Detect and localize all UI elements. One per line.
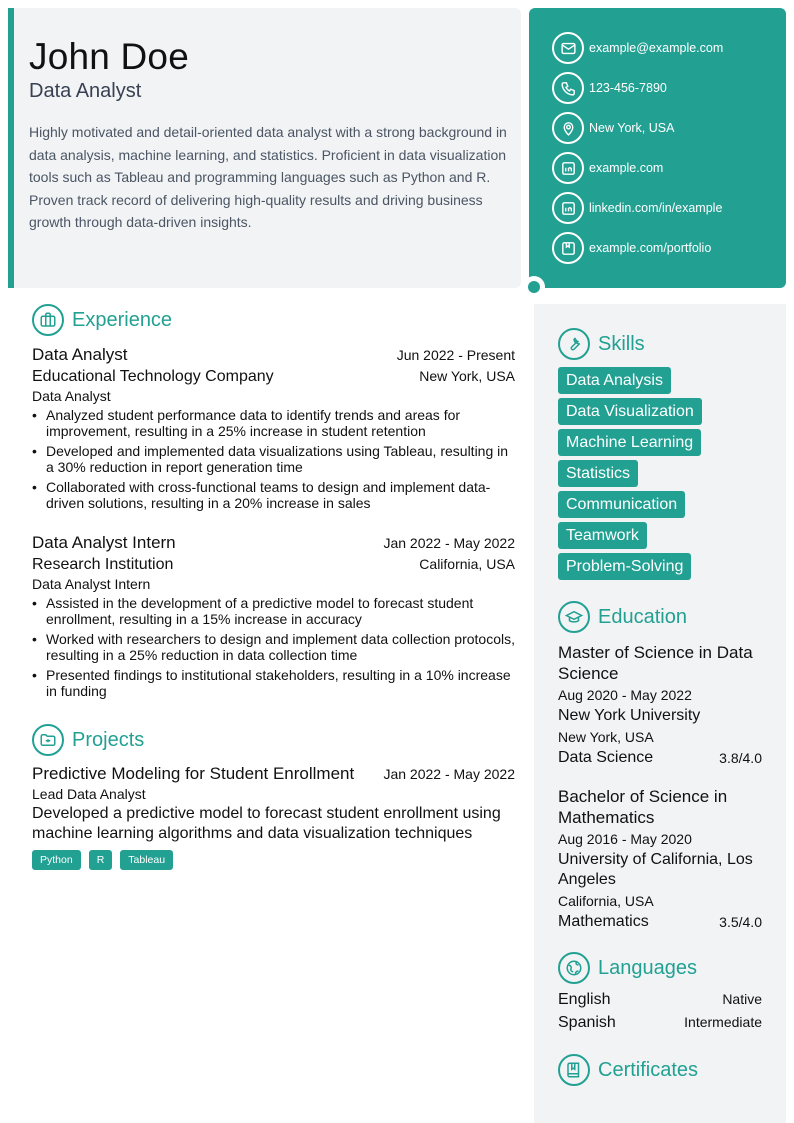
linkedin-icon [552,192,584,224]
divider-dot [528,281,540,293]
projects-title: Projects [72,728,145,751]
skill-badge: Data Analysis [558,367,671,394]
experience-title: Experience [72,308,173,331]
globe-icon [558,952,590,984]
education-field-row [558,747,762,769]
portfolio-icon [552,232,584,264]
education-degree: Bachelor of Science in Mathematics [558,787,728,827]
contact-website[interactable] [552,151,663,185]
job-dates: Jan 2022 - May 2022 [383,535,515,551]
job-bullets [32,407,515,511]
wrench-icon [558,328,590,360]
education-school: University of California, Los Angeles [558,851,753,888]
bullet-item: • Developed and implemented data visualizations using Tableau, resulting in a 30% reduction in report generation time [32,443,515,475]
skill-badge: Machine Learning [558,429,701,456]
summary-text: Highly motivated and detail-oriented data analyst with a strong background in data analysis, machine learning, and statistics. Proficient in data visualization tools such as Tableau and programming languages such as Python and R. Proven track record of delivering high-quality results and driving business growth through data-driven insights. [29,124,507,230]
languages-list [558,991,762,1037]
contact-phone[interactable] [552,71,667,105]
linkedin-icon [552,152,584,184]
contact-phone-text: 123-456-7890 [589,81,667,95]
contact-location-text: New York, USA [589,121,675,135]
language-name: English [558,991,611,1008]
project-tag: Tableau [120,850,173,870]
bullet-item: • Presented findings to institutional stakeholders, resulting in a 10% increase in funding [32,667,515,699]
location-pin-icon [552,112,584,144]
job-company: Research Institution [32,556,174,573]
header-panel [8,8,521,288]
experience-heading [32,304,172,336]
contact-email-text: example@example.com [589,41,724,55]
language-level: Native [722,991,762,1007]
bullet-item: • Worked with researchers to design and implement data collection protocols, resulting in a 25% reduction in data collection time [32,631,515,663]
bullet-item: • Analyzed student performance data to identify trends and areas for improvement, resulting in a 25% increase in student retention [32,407,515,439]
job-company: Educational Technology Company [32,368,274,385]
briefcase-icon [32,304,64,336]
certificates-heading [558,1054,698,1086]
contact-email[interactable] [552,31,723,65]
mail-icon [552,32,584,64]
language-level: Intermediate [684,1014,762,1030]
education-school: New York University [558,707,701,724]
languages-title: Languages [598,956,697,979]
skill-badge: Communication [558,491,685,518]
projects-heading [32,724,144,756]
experience-item [32,533,515,703]
education-gpa: 3.8/4.0 [719,750,762,766]
job-title: Data Analyst Intern [32,533,176,552]
job-bullets [32,595,515,699]
skills-list [558,367,702,580]
contact-portfolio[interactable] [552,231,711,265]
job-subtitle: Data Analyst [32,388,111,404]
languages-heading [558,952,697,984]
education-dates: Aug 2020 - May 2022 [558,687,692,703]
contact-panel [529,8,786,288]
contact-website-text: example.com [589,161,664,175]
contact-linkedin[interactable] [552,191,722,225]
job-dates: Jun 2022 - Present [396,347,515,363]
skills-heading [558,328,645,360]
education-location: California, USA [558,893,654,909]
education-item [558,786,762,933]
skill-badge: Data Visualization [558,398,702,425]
skill-badge: Statistics [558,460,638,487]
folder-icon [32,724,64,756]
graduation-cap-icon [558,601,590,633]
project-description: Developed a predictive model to forecast student enrollment using machine learning algorithms and data visualization techniques [32,805,501,842]
education-dates: Aug 2016 - May 2020 [558,831,692,847]
project-tag: R [89,850,113,870]
project-dates: Jan 2022 - May 2022 [383,766,515,782]
phone-icon [552,72,584,104]
project-tags [32,850,515,870]
education-field: Mathematics [558,913,649,930]
job-location: New York, USA [419,368,515,384]
education-degree: Master of Science in Data Science [558,643,753,683]
job-subtitle: Data Analyst Intern [32,576,151,592]
education-item [558,642,762,769]
candidate-title: Data Analyst [29,80,142,102]
skill-badge: Problem-Solving [558,553,691,580]
contact-location [552,111,674,145]
education-field-row [558,911,762,933]
certificate-book-icon [558,1054,590,1086]
language-row [558,991,762,1014]
skill-badge: Teamwork [558,522,647,549]
language-row [558,1014,762,1037]
skills-title: Skills [598,332,645,355]
candidate-name: John Doe [29,36,189,77]
education-field: Data Science [558,749,654,766]
education-gpa: 3.5/4.0 [719,914,762,930]
bullet-item: • Collaborated with cross-functional teams to design and implement data-driven solutions, resulting in a 20% increase in sales [32,479,515,511]
project-tag: Python [32,850,81,870]
project-role: Lead Data Analyst [32,786,146,802]
bullet-item: • Assisted in the development of a predictive model to forecast student enrollment, resulting in a 15% increase in accuracy [32,595,515,627]
project-title: Predictive Modeling for Student Enrollment [32,764,355,783]
education-title: Education [598,605,687,628]
certificates-title: Certificates [598,1058,699,1081]
job-title: Data Analyst [32,345,128,364]
education-location: New York, USA [558,729,654,745]
language-name: Spanish [558,1014,616,1031]
education-heading [558,601,687,633]
job-location: California, USA [419,556,515,572]
contact-linkedin-text: linkedin.com/in/example [589,201,723,215]
experience-item [32,345,515,515]
contact-portfolio-text: example.com/portfolio [589,241,712,255]
project-item [32,764,515,870]
